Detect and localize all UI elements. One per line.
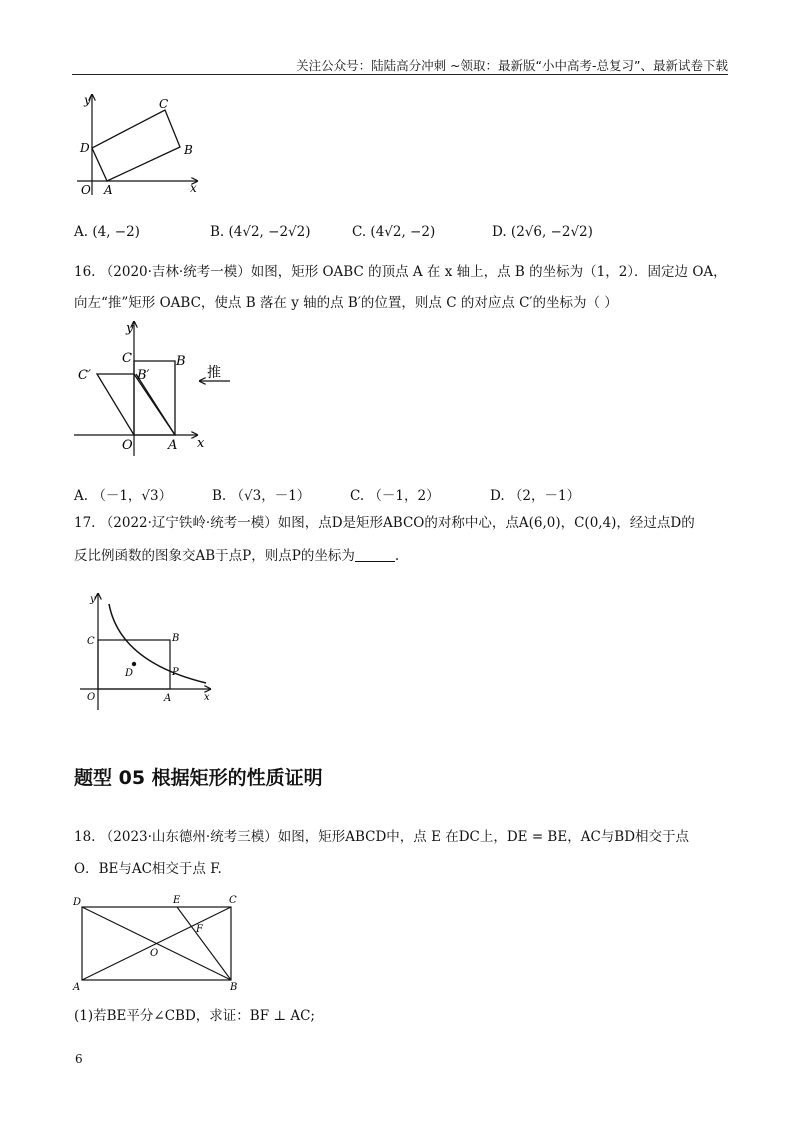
label-b: B <box>172 633 180 644</box>
page-number: 6 <box>75 1052 83 1066</box>
q16-option-b: B. （√3，－1） <box>212 488 311 504</box>
q18-part1: (1)若BE平分∠CBD，求证：BF ⊥ AC; <box>74 1008 315 1024</box>
q17-line2-text: 反比例函数的图象交AB于点P，则点P的坐标为 <box>74 548 355 564</box>
q15-option-c: C. (4√2, −2) <box>352 224 436 240</box>
label-a: A <box>104 183 113 197</box>
label-f: F <box>196 924 203 935</box>
q18-line2: O．BE与AC相交于点 F. <box>74 861 222 877</box>
q18-line1: 18. （2023·山东德州·统考三模）如图，矩形ABCD中，点 E 在DC上，DE = BE，AC与BD相交于点 <box>74 829 690 845</box>
q15-option-d: D. (2√6, −2√2) <box>492 224 593 240</box>
page-header: 关注公众号：陆陆高分冲刺 ~领取：最新版“小中高考-总复习”、最新试卷下载 <box>296 58 728 73</box>
label-y: y <box>126 321 134 336</box>
parallelogram-oab-c <box>97 374 175 435</box>
label-c: C <box>159 97 169 111</box>
label-b: B <box>184 143 193 157</box>
label-o: O <box>150 948 159 959</box>
q16-figure <box>72 318 242 458</box>
label-y: y <box>90 594 96 605</box>
q17-figure <box>78 590 218 715</box>
label-c-prime: C′ <box>78 368 91 383</box>
label-d: D <box>80 141 90 155</box>
label-p: P <box>172 667 179 678</box>
q18-figure <box>70 890 245 998</box>
q16-option-d: D. （2，－1） <box>490 488 581 504</box>
rectangle-abcd <box>92 110 180 181</box>
label-a: A <box>168 438 178 453</box>
label-push: 推 <box>207 365 221 381</box>
label-d: D <box>125 668 134 679</box>
q17-line2 <box>74 546 399 566</box>
label-x: x <box>204 692 210 703</box>
label-a: A <box>164 693 172 704</box>
label-x: x <box>190 181 197 195</box>
section-heading: 题型 05 根据矩形的性质证明 <box>74 767 323 789</box>
label-y: y <box>84 93 91 107</box>
label-c: C <box>229 895 237 906</box>
label-a: A <box>73 982 81 993</box>
label-b: B <box>176 354 186 369</box>
q16-option-a: A. （－1，√3） <box>74 488 173 504</box>
label-e: E <box>173 895 181 906</box>
segment-ab-prime <box>136 374 175 435</box>
label-c: C <box>122 351 132 366</box>
q15-option-b: B. (4√2, −2√2) <box>210 224 311 240</box>
q17-line2-end: . <box>394 548 400 564</box>
point-d <box>132 662 136 666</box>
header-rule <box>72 74 728 75</box>
segment-be <box>177 907 231 980</box>
label-b: B <box>230 982 238 993</box>
q16-line1: 16. （2020·吉林·统考一模）如图，矩形 OABC 的顶点 A 在 x 轴上，点 B 的坐标为（1，2）．固定边 OA， <box>74 264 727 280</box>
q16-option-c: C. （－1，2） <box>350 488 440 504</box>
q15-figure <box>72 90 202 200</box>
q17-line1: 17. （2022·辽宁铁岭·统考一模）如图，点D是矩形ABCO的对称中心，点A(6,0)，C(0,4)，经过点D的 <box>74 515 695 531</box>
answer-blank <box>355 547 395 562</box>
label-o: O <box>81 183 91 197</box>
hyperbola-curve <box>109 604 206 683</box>
label-o: O <box>122 438 133 453</box>
q16-line2: 向左“推”矩形 OABC，使点 B 落在 y 轴的点 B′的位置，则点 C 的对应点 C′的坐标为（ ） <box>74 295 618 311</box>
label-o: O <box>87 692 96 703</box>
label-d: D <box>73 897 82 908</box>
label-c: C <box>87 636 95 647</box>
label-b-prime: B′ <box>137 368 150 383</box>
label-x: x <box>197 436 205 451</box>
q15-option-a: A. (4, −2) <box>74 224 140 240</box>
